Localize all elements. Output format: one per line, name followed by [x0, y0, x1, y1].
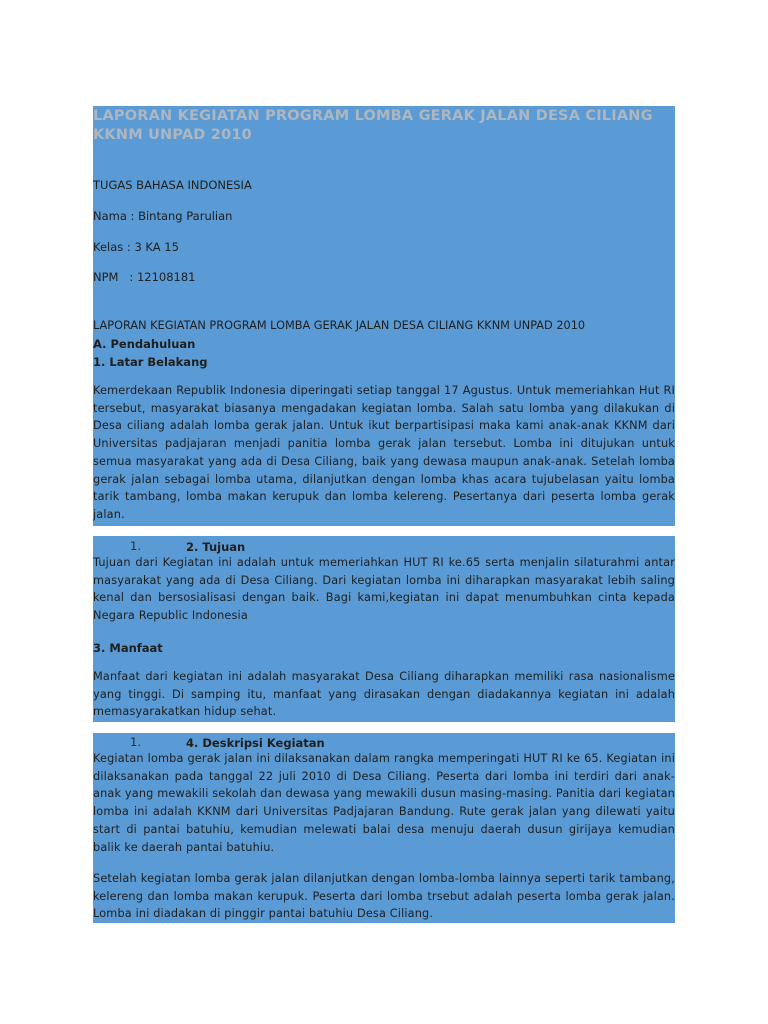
- section-2-text: Tujuan dari Kegiatan ini adalah untuk memeriahkan HUT RI ke.65 serta menjalin silaturahmi antar masyarakat yang ada di Desa Ciliang. Dari kegiatan lomba ini diharapkan masyarakat lebih saling kenal dan bersosialisasi dengan baik. Bagi kami,kegiatan ini dapat menumbuhkan cinta kepada Negara Republic Indonesia: [93, 556, 675, 623]
- section-3-text: Manfaat dari kegiatan ini adalah masyarakat Desa Ciliang diharapkan memiliki rasa nasionalisme yang tinggi. Di samping itu, manfaat yang dirasakan dengan diadakannya kegiatan ini adalah memasyarakatkan hidup sehat.: [93, 670, 675, 719]
- assignment-label: TUGAS BAHASA INDONESIA: [93, 178, 252, 192]
- section-3-paragraph: [93, 668, 675, 721]
- section-2-heading: 2. Tujuan: [186, 540, 246, 554]
- student-name: Nama : Bintang Parulian: [93, 209, 233, 223]
- section-4-paragraph-1: [93, 750, 675, 856]
- student-npm: NPM : 12108181: [93, 270, 196, 284]
- section-4-paragraph-2: [93, 870, 675, 923]
- section-1-heading: 1. Latar Belakang: [93, 355, 208, 369]
- document-title: LAPORAN KEGIATAN PROGRAM LOMBA GERAK JALAN DESA CILIANG KKNM UNPAD 2010: [93, 108, 653, 143]
- section-1-paragraph: [93, 382, 675, 524]
- section-1-text: Kemerdekaan Republik Indonesia diperingati setiap tanggal 17 Agustus. Untuk memeriahkan Hut RI tersebut, masyarakat biasanya mengadakan kegiatan lomba. Salah satu lomba yang dilakukan di Desa ciliang adalah lomba gerak jalan. Untuk ikut berpartisipasi maka kami anak-anak KKNM dari Universitas padjajaran menjadi panitia lomba gerak jalan tersebut. Lomba ini ditujukan untuk semua masyarakat yang ada di Desa Ciliang, baik yang dewasa maupun anak-anak. Setelah lomba gerak jalan sebagai lomba utama, dilanjutkan dengan lomba khas acara tujubelasan yaitu lomba tarik tambang, lomba makan kerupuk dan lomba kelereng. Pesertanya dari peserta lomba gerak jalan.: [93, 384, 675, 521]
- section-4-text-2: Setelah kegiatan lomba gerak jalan dilanjutkan dengan lomba-lomba lainnya seperti tarik tambang, kelereng dan lomba makan kerupuk. Peserta dari lomba trsebut adalah peserta lomba gerak jalan. Lomba ini diadakan di pinggir pantai batuhiu Desa Ciliang.: [93, 872, 675, 921]
- student-class: Kelas : 3 KA 15: [93, 240, 179, 254]
- section-2-number: 1.: [130, 539, 141, 553]
- section-4-heading: 4. Deskripsi Kegiatan: [186, 736, 325, 750]
- section-a-heading: A. Pendahuluan: [93, 337, 196, 351]
- section-3-heading: 3. Manfaat: [93, 641, 163, 655]
- section-2-paragraph: [93, 554, 675, 625]
- section-4-number: 1.: [130, 735, 141, 749]
- section-4-text-1: Kegiatan lomba gerak jalan ini dilaksanakan dalam rangka memperingati HUT RI ke 65. Kegiatan ini dilaksanakan pada tanggal 22 juli 2010 di Desa Ciliang. Peserta dari lomba ini terdiri dari anak-anak yang mewakili sekolah dan dewasa yang mewakili dusun masing-masing. Panitia dari kegiatan lomba ini adalah KKNM dari Universitas Padjajaran Bandung. Rute gerak jalan yang dilewati yaitu start di pantai batuhiu, kemudian melewati balai desa menuju daerah dusun girijaya kemudian balik ke daerah pantai batuhiu.: [93, 752, 675, 854]
- report-subtitle: LAPORAN KEGIATAN PROGRAM LOMBA GERAK JALAN DESA CILIANG KKNM UNPAD 2010: [93, 319, 586, 332]
